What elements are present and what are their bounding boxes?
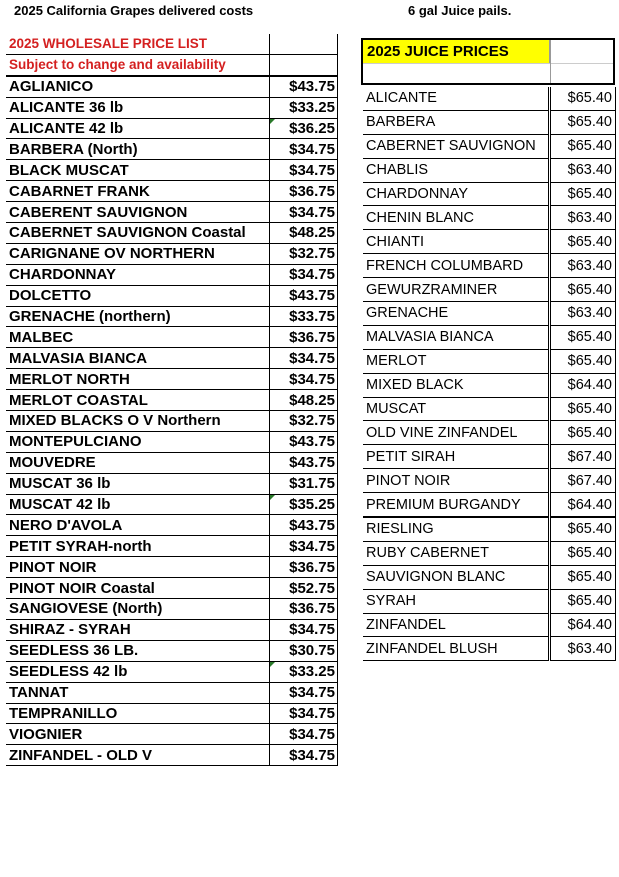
juice-header-divider <box>550 40 551 83</box>
wholesale-row <box>6 431 338 452</box>
juice-row <box>363 302 616 326</box>
juice-row <box>363 589 616 613</box>
wholesale-item-price: $32.75 <box>270 243 338 264</box>
juice-row <box>363 206 616 230</box>
wholesale-item-price: $52.75 <box>270 578 338 599</box>
wholesale-item-price: $34.75 <box>270 724 338 745</box>
wholesale-item-price: $36.25 <box>270 118 338 139</box>
wholesale-item-price: $48.25 <box>270 223 338 244</box>
wholesale-item-price: $36.75 <box>270 181 338 202</box>
wholesale-item-name: PINOT NOIR Coastal <box>6 578 270 599</box>
wholesale-row <box>6 76 338 97</box>
juice-item-price: $65.40 <box>549 182 615 206</box>
wholesale-row <box>6 452 338 473</box>
wholesale-row <box>6 243 338 264</box>
wholesale-row <box>6 264 338 285</box>
juice-item-price: $65.40 <box>549 134 615 158</box>
wholesale-item-name: SEEDLESS 42 lb <box>6 661 270 682</box>
wholesale-row <box>6 599 338 620</box>
wholesale-item-price: $34.75 <box>270 369 338 390</box>
juice-row <box>363 493 616 517</box>
wholesale-row <box>6 515 338 536</box>
wholesale-item-price: $34.75 <box>270 536 338 557</box>
juice-item-name: MUSCAT <box>363 397 549 421</box>
juice-item-price: $63.40 <box>549 637 615 661</box>
wholesale-header-row <box>6 34 338 54</box>
wholesale-item-price: $34.75 <box>270 619 338 640</box>
juice-item-price: $65.40 <box>549 230 615 254</box>
juice-item-price: $67.40 <box>549 445 615 469</box>
wholesale-row <box>6 661 338 682</box>
juice-item-name: RIESLING <box>363 517 549 541</box>
wholesale-item-name: SEEDLESS 36 LB. <box>6 640 270 661</box>
wholesale-item-price: $31.75 <box>270 473 338 494</box>
juice-row <box>363 325 616 349</box>
wholesale-row <box>6 557 338 578</box>
juice-item-price: $64.40 <box>549 373 615 397</box>
wholesale-row <box>6 411 338 432</box>
juice-item-price: $65.40 <box>549 421 615 445</box>
wholesale-row <box>6 327 338 348</box>
juice-item-name: ALICANTE <box>363 87 549 110</box>
wholesale-item-name: PETIT SYRAH-north <box>6 536 270 557</box>
wholesale-item-price: $34.75 <box>270 682 338 703</box>
wholesale-row <box>6 348 338 369</box>
juice-item-name: FRENCH COLUMBARD <box>363 254 549 278</box>
juice-item-name: CHARDONNAY <box>363 182 549 206</box>
wholesale-subheader: Subject to change and availability <box>6 54 270 75</box>
juice-row <box>363 637 616 661</box>
juice-item-price: $64.40 <box>549 493 615 517</box>
wholesale-item-name: ALICANTE 42 lb <box>6 118 270 139</box>
wholesale-row <box>6 536 338 557</box>
wholesale-row <box>6 223 338 244</box>
wholesale-item-name: CARIGNANE OV NORTHERN <box>6 243 270 264</box>
wholesale-item-price: $34.75 <box>270 160 338 181</box>
wholesale-item-name: MIXED BLACKS O V Northern <box>6 411 270 432</box>
wholesale-item-price: $34.75 <box>270 202 338 223</box>
juice-item-price: $63.40 <box>549 302 615 326</box>
wholesale-row <box>6 390 338 411</box>
juice-item-price: $65.40 <box>549 517 615 541</box>
wholesale-item-name: CABARNET FRANK <box>6 181 270 202</box>
wholesale-item-price: $34.75 <box>270 264 338 285</box>
juice-item-price: $65.40 <box>549 110 615 134</box>
wholesale-item-name: TEMPRANILLO <box>6 703 270 724</box>
wholesale-price-table <box>6 34 338 766</box>
wholesale-item-price: $43.75 <box>270 431 338 452</box>
grapes-title: 2025 California Grapes delivered costs <box>14 3 254 18</box>
wholesale-row <box>6 202 338 223</box>
juice-item-price: $65.40 <box>549 325 615 349</box>
wholesale-row <box>6 619 338 640</box>
juice-item-name: GEWURZRAMINER <box>363 278 549 302</box>
wholesale-item-name: BLACK MUSCAT <box>6 160 270 181</box>
wholesale-row <box>6 139 338 160</box>
wholesale-item-name: SANGIOVESE (North) <box>6 599 270 620</box>
wholesale-item-name: DOLCETTO <box>6 285 270 306</box>
juice-price-table <box>363 87 616 661</box>
wholesale-item-price: $30.75 <box>270 640 338 661</box>
juice-item-name: OLD VINE ZINFANDEL <box>363 421 549 445</box>
juice-item-name: MERLOT <box>363 349 549 373</box>
juice-row <box>363 421 616 445</box>
wholesale-row <box>6 473 338 494</box>
wholesale-item-name: SHIRAZ - SYRAH <box>6 619 270 640</box>
wholesale-item-name: ZINFANDEL - OLD V <box>6 745 270 766</box>
wholesale-row <box>6 181 338 202</box>
wholesale-row <box>6 703 338 724</box>
wholesale-item-price: $43.75 <box>270 452 338 473</box>
juice-item-price: $65.40 <box>549 87 615 110</box>
wholesale-item-name: MONTEPULCIANO <box>6 431 270 452</box>
wholesale-row <box>6 118 338 139</box>
wholesale-item-name: GRENACHE (northern) <box>6 306 270 327</box>
juice-item-price: $65.40 <box>549 397 615 421</box>
wholesale-item-name: MALBEC <box>6 327 270 348</box>
wholesale-row <box>6 306 338 327</box>
juice-row <box>363 445 616 469</box>
juice-item-price: $64.40 <box>549 613 615 637</box>
juice-item-price: $67.40 <box>549 469 615 493</box>
wholesale-item-name: VIOGNIER <box>6 724 270 745</box>
juice-item-price: $63.40 <box>549 158 615 182</box>
juice-row <box>363 517 616 541</box>
juice-item-name: BARBERA <box>363 110 549 134</box>
juice-item-price: $65.40 <box>549 589 615 613</box>
wholesale-item-price: $34.75 <box>270 745 338 766</box>
wholesale-item-name: MALVASIA BIANCA <box>6 348 270 369</box>
juice-item-name: PREMIUM BURGANDY <box>363 493 549 517</box>
juice-row <box>363 182 616 206</box>
juice-row <box>363 134 616 158</box>
juice-item-price: $63.40 <box>549 254 615 278</box>
wholesale-row <box>6 494 338 515</box>
wholesale-row <box>6 97 338 118</box>
juice-item-name: CHABLIS <box>363 158 549 182</box>
wholesale-item-price: $32.75 <box>270 411 338 432</box>
wholesale-item-name: BARBERA (North) <box>6 139 270 160</box>
wholesale-item-name: ALICANTE 36 lb <box>6 97 270 118</box>
wholesale-item-price: $36.75 <box>270 599 338 620</box>
juice-row <box>363 397 616 421</box>
wholesale-row <box>6 640 338 661</box>
juice-row <box>363 613 616 637</box>
juice-item-name: CHENIN BLANC <box>363 206 549 230</box>
wholesale-item-name: MERLOT NORTH <box>6 369 270 390</box>
juice-item-name: SYRAH <box>363 589 549 613</box>
wholesale-item-name: CABERENT SAUVIGNON <box>6 202 270 223</box>
juice-header-gridline <box>363 63 613 64</box>
wholesale-item-price: $34.75 <box>270 348 338 369</box>
wholesale-subheader-row <box>6 54 338 75</box>
juice-row <box>363 349 616 373</box>
juice-item-price: $65.40 <box>549 349 615 373</box>
juice-item-name: ZINFANDEL BLUSH <box>363 637 549 661</box>
wholesale-row <box>6 160 338 181</box>
wholesale-item-price: $33.75 <box>270 306 338 327</box>
wholesale-item-price: $36.75 <box>270 327 338 348</box>
wholesale-row <box>6 578 338 599</box>
wholesale-item-price: $48.25 <box>270 390 338 411</box>
juice-item-price: $65.40 <box>549 565 615 589</box>
wholesale-row <box>6 745 338 766</box>
juice-row <box>363 87 616 110</box>
juice-item-name: CABERNET SAUVIGNON <box>363 134 549 158</box>
juice-item-name: PETIT SIRAH <box>363 445 549 469</box>
wholesale-item-name: CHARDONNAY <box>6 264 270 285</box>
wholesale-item-price: $33.25 <box>270 661 338 682</box>
wholesale-row <box>6 724 338 745</box>
juice-header: 2025 JUICE PRICES <box>363 40 550 63</box>
juice-row <box>363 541 616 565</box>
wholesale-item-name: MERLOT COASTAL <box>6 390 270 411</box>
juice-row <box>363 110 616 134</box>
wholesale-item-name: AGLIANICO <box>6 76 270 97</box>
wholesale-item-price: $34.75 <box>270 703 338 724</box>
juice-item-name: SAUVIGNON BLANC <box>363 565 549 589</box>
wholesale-header-blank <box>270 34 338 54</box>
wholesale-item-price: $36.75 <box>270 557 338 578</box>
wholesale-item-name: MOUVEDRE <box>6 452 270 473</box>
wholesale-item-price: $33.25 <box>270 97 338 118</box>
juice-row <box>363 469 616 493</box>
wholesale-item-name: PINOT NOIR <box>6 557 270 578</box>
wholesale-item-price: $43.75 <box>270 515 338 536</box>
wholesale-item-name: TANNAT <box>6 682 270 703</box>
wholesale-item-name: NERO D'AVOLA <box>6 515 270 536</box>
juice-row <box>363 230 616 254</box>
wholesale-item-price: $43.75 <box>270 285 338 306</box>
juice-row <box>363 565 616 589</box>
wholesale-item-price: $34.75 <box>270 139 338 160</box>
wholesale-row <box>6 682 338 703</box>
juice-row <box>363 373 616 397</box>
juice-item-name: GRENACHE <box>363 302 549 326</box>
wholesale-row <box>6 285 338 306</box>
wholesale-header: 2025 WHOLESALE PRICE LIST <box>6 34 270 54</box>
juice-row <box>363 158 616 182</box>
wholesale-item-name: MUSCAT 36 lb <box>6 473 270 494</box>
wholesale-row <box>6 369 338 390</box>
wholesale-item-name: MUSCAT 42 lb <box>6 494 270 515</box>
juice-item-name: MIXED BLACK <box>363 373 549 397</box>
wholesale-item-price: $35.25 <box>270 494 338 515</box>
juice-item-name: CHIANTI <box>363 230 549 254</box>
juice-item-name: MALVASIA BIANCA <box>363 325 549 349</box>
juice-item-price: $63.40 <box>549 206 615 230</box>
juice-item-name: ZINFANDEL <box>363 613 549 637</box>
wholesale-item-name: CABERNET SAUVIGNON Coastal <box>6 223 270 244</box>
juice-header-box <box>361 38 615 85</box>
juice-item-name: PINOT NOIR <box>363 469 549 493</box>
wholesale-subheader-blank <box>270 54 338 75</box>
juice-item-name: RUBY CABERNET <box>363 541 549 565</box>
juice-title: 6 gal Juice pails. <box>408 3 512 18</box>
juice-row <box>363 254 616 278</box>
juice-item-price: $65.40 <box>549 278 615 302</box>
wholesale-item-price: $43.75 <box>270 76 338 97</box>
juice-row <box>363 278 616 302</box>
juice-item-price: $65.40 <box>549 541 615 565</box>
